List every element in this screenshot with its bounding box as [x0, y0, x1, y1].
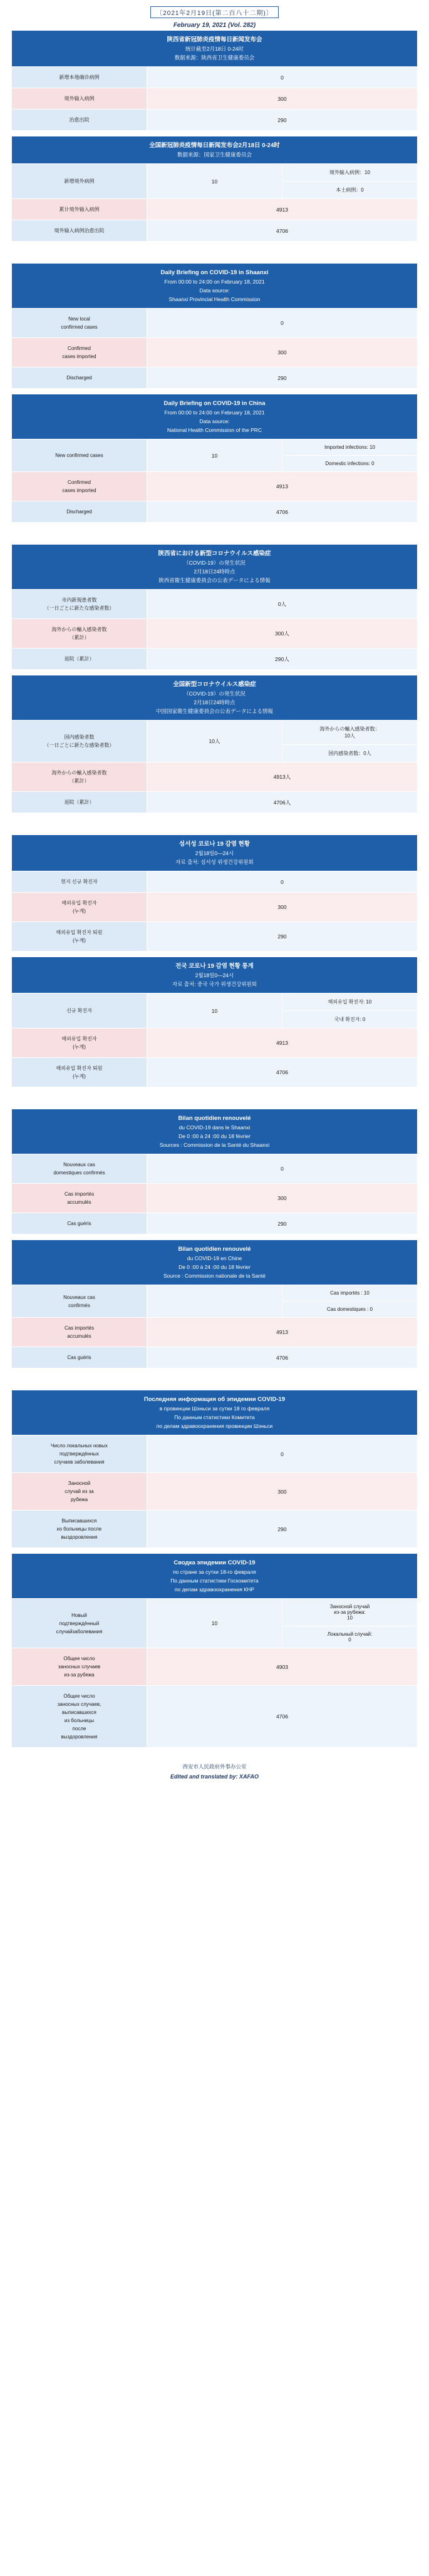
header-line: （COVID-19）の発生状況 — [183, 690, 246, 697]
row-label: 市内新規患者数 （一日ごとに新たな感染者数） — [12, 590, 147, 619]
section-table-en-china — [11, 394, 418, 523]
section-header — [12, 835, 418, 871]
row-label: Nouveaux cas domestiques confirmés — [12, 1154, 147, 1184]
row-sub-value: 국내 확진자: 0 — [282, 1011, 418, 1029]
header-line: 전국 코로나 19 감염 현황 통계 — [175, 963, 254, 970]
row-label: Новый подтверждённый случайзаболевания — [12, 1599, 147, 1648]
row-label: Число локальных новых подтверждённых случаев заболевания — [12, 1435, 147, 1473]
footer-org-cn: 西安市人民政府外事办公室 — [182, 1763, 247, 1770]
section-header — [12, 264, 418, 309]
row-label: 境外输入病例治愈出院 — [12, 220, 147, 242]
header-line: 全国新冠肺炎疫情每日新闻发布会2月18日 0-24时 — [149, 142, 280, 149]
header-line: 陕西省新冠肺炎疫情每日新闻发布会 — [167, 36, 262, 43]
header-line: 섬서성 코로나 19 감염 현황 — [179, 841, 250, 848]
header-line: 数据来源：国家卫生健康委员会 — [177, 151, 252, 158]
row-value: 0人 — [147, 590, 418, 619]
header-line: （COVID-19）の発生状況 — [183, 560, 246, 566]
section-spacer — [0, 952, 429, 957]
header-line: 陝西省衛生健康委員会の公表データによる情報 — [158, 577, 271, 583]
header-line: du COVID-19 en Chine — [187, 1255, 242, 1261]
row-label: 退院（累計） — [12, 792, 147, 813]
section-spacer — [0, 389, 429, 394]
row-label: 境外输入病例 — [12, 88, 147, 110]
header-line: в провинции Шэньси за сутки 18 го февраля — [159, 1405, 270, 1412]
section-header — [12, 1109, 418, 1154]
header-line: National Health Commission of the PRC — [167, 427, 262, 433]
row-label: 해외유입 확진자 퇴원 (누계) — [12, 922, 147, 952]
header-line: Source : Commission nationale de la Santé — [163, 1273, 266, 1279]
row-value: 290 — [147, 1213, 418, 1234]
row-sub-value: Imported infections: 10 — [282, 439, 418, 456]
row-label: Confirmed cases imported — [12, 472, 147, 501]
header-line: 2月18日24時時点 — [194, 568, 235, 575]
row-total-value: 10 — [147, 1599, 282, 1648]
header-line: 中国国家衛生健康委員会の公表データによる情報 — [155, 708, 273, 714]
section-header — [12, 957, 418, 993]
header-line: 全国新型コロナウイルス感染症 — [173, 681, 256, 688]
section-table-ru-china — [11, 1553, 418, 1748]
row-total-value — [147, 1285, 282, 1318]
row-total-value: 10人 — [147, 721, 282, 762]
section-spacer — [0, 1748, 429, 1753]
footer-org-en: Edited and translated by: XAFAO — [170, 1773, 259, 1780]
header-line: Последняя информация об эпидемии COVID-19 — [143, 1396, 286, 1403]
row-value: 290 — [147, 922, 418, 952]
row-value: 0 — [147, 309, 418, 338]
row-sub-value: Cas domestiques : 0 — [282, 1301, 418, 1318]
section-header — [12, 394, 418, 439]
row-value: 0 — [147, 871, 418, 893]
row-value: 4913 — [147, 472, 418, 501]
row-label: 해외유입 확진자 (누계) — [12, 893, 147, 922]
header-line: 2월18일0—24시 — [195, 850, 234, 856]
row-label: Discharged — [12, 501, 147, 523]
header-line: From 00:00 to 24:00 on February 18, 2021 — [164, 279, 265, 285]
row-label: Общее число заносных случаев из-за рубежа — [12, 1648, 147, 1686]
header-line: 2月18日24時時点 — [194, 699, 235, 706]
section-table-en-shaanxi — [11, 263, 418, 389]
row-label: Cas guéris — [12, 1347, 147, 1368]
header-line: Data source: — [199, 287, 230, 294]
row-sub-value: Заносной случай из-за рубежа: 10 — [282, 1599, 418, 1626]
bulletin-footer — [0, 1753, 429, 1788]
row-label: 累计境外输入病例 — [12, 199, 147, 220]
row-label: 新增本地确诊病例 — [12, 67, 147, 88]
header-line: 자료 출처: 섬서성 위생건강위원회 — [175, 859, 254, 865]
section-table-fr-china — [11, 1239, 418, 1368]
row-label: 해외유입 확진자 퇴원 (누계) — [12, 1058, 147, 1087]
header-line: Sources : Commission de la Santé du Shaanxi — [159, 1142, 270, 1148]
row-value: 4706 — [147, 220, 418, 242]
row-value: 290人 — [147, 649, 418, 670]
row-value: 4706 — [147, 1686, 418, 1748]
section-header — [12, 1240, 418, 1285]
section-table-ru-shaanxi — [11, 1390, 418, 1548]
row-label: 海外からの輸入感染者数 （累計） — [12, 762, 147, 792]
section-header — [12, 1390, 418, 1435]
section-spacer — [0, 523, 429, 544]
header-line: 자료 출처: 중국 국가 위생건강위원회 — [172, 981, 257, 987]
row-value: 0 — [147, 1154, 418, 1184]
section-header — [12, 136, 418, 164]
row-label: 新增境外病例 — [12, 164, 147, 199]
row-sub-value: 本土病例：0 — [282, 182, 418, 199]
header-line: По данным статистики Комитета — [174, 1414, 255, 1420]
row-value: 4706人 — [147, 792, 418, 813]
row-sub-value: Domestic infections: 0 — [282, 456, 418, 472]
header-line: Shaanxi Provincial Health Commission — [168, 296, 261, 302]
row-label: Выписавшихся из больницы после выздоровления — [12, 1511, 147, 1548]
bulletin-header — [0, 0, 429, 30]
section-table-kr-shaanxi — [11, 834, 418, 952]
section-header — [12, 545, 418, 590]
row-value: 0 — [147, 1435, 418, 1473]
header-line: Daily Briefing on COVID-19 in China — [163, 400, 266, 407]
row-label: New local confirmed cases — [12, 309, 147, 338]
section-spacer — [0, 670, 429, 675]
row-label: Cas importés accumulés — [12, 1318, 147, 1347]
row-value: 290 — [147, 110, 418, 131]
header-line: 数据来源：陕西省卫生健康委员会 — [174, 54, 255, 61]
row-value: 300人 — [147, 619, 418, 649]
header-line: du COVID-19 dans le Shaanxi — [178, 1124, 251, 1131]
header-line: From 00:00 to 24:00 on February 18, 2021 — [164, 409, 265, 416]
row-label: 治愈出院 — [12, 110, 147, 131]
header-line: De 0 :00 à 24 :00 du 18 février — [178, 1264, 251, 1270]
header-line: Bilan quotidien renouvelé — [178, 1115, 251, 1122]
row-label: 退院（累計） — [12, 649, 147, 670]
header-line: Сводка эпидемии COVID-19 — [173, 1559, 256, 1566]
row-label: 海外からの輸入感染者数 （累計） — [12, 619, 147, 649]
row-label: New confirmed cases — [12, 439, 147, 472]
row-value: 300 — [147, 893, 418, 922]
row-label: 현지 신규 확진자 — [12, 871, 147, 893]
header-line: по делам здравоохранения КНР — [174, 1586, 255, 1593]
row-sub-value: 国内感染者数：0人 — [282, 745, 418, 762]
row-value: 290 — [147, 1511, 418, 1548]
section-spacer — [0, 1234, 429, 1239]
row-label: 国内感染者数 （一日ごとに新たな感染者数） — [12, 721, 147, 762]
issue-date-cn: 〔2021年2月19日(第二百八十二期)〕 — [150, 6, 279, 18]
row-label: Заносной случай из за рубежа — [12, 1473, 147, 1511]
section-table-jp-shaanxi — [11, 544, 418, 670]
row-value: 300 — [147, 338, 418, 367]
row-sub-value: Локальный случай: 0 — [282, 1626, 418, 1648]
section-table-cn-china — [11, 136, 418, 242]
sections-container — [0, 30, 429, 1753]
row-value: 4913 — [147, 1029, 418, 1058]
row-label: Discharged — [12, 367, 147, 389]
row-sub-value: 해외유입 확진자: 10 — [282, 993, 418, 1011]
header-line: Daily Briefing on COVID-19 in Shaanxi — [160, 269, 269, 276]
row-label: 신규 확진자 — [12, 993, 147, 1029]
row-value: 4903 — [147, 1648, 418, 1686]
row-value: 4913人 — [147, 762, 418, 792]
row-value: 0 — [147, 67, 418, 88]
section-spacer — [0, 1368, 429, 1390]
header-line: По данным статистики Госкомитета — [170, 1578, 259, 1584]
row-value: 4706 — [147, 1347, 418, 1368]
header-line: по стране за сутки 18-го февраля — [173, 1569, 256, 1575]
row-label: Общее число заносных случаев, выписавшихся из больницы после выздоровления — [12, 1686, 147, 1748]
header-line: 2월18일0—24시 — [195, 972, 234, 978]
row-value: 300 — [147, 88, 418, 110]
row-value: 4913 — [147, 199, 418, 220]
section-header — [12, 675, 418, 721]
row-total-value: 10 — [147, 439, 282, 472]
row-label: Cas guéris — [12, 1213, 147, 1234]
header-line: De 0 :00 à 24 :00 du 18 février — [178, 1133, 251, 1139]
row-label: 해외유입 확진자 (누계) — [12, 1029, 147, 1058]
row-value: 4706 — [147, 1058, 418, 1087]
row-value: 300 — [147, 1473, 418, 1511]
row-label: Cas importés accumulés — [12, 1184, 147, 1213]
section-table-jp-china — [11, 675, 418, 813]
row-sub-value: 境外输入病例：10 — [282, 164, 418, 182]
header-line: Data source: — [199, 418, 230, 424]
header-line: по делам здравоохранения провинции Шэньси — [156, 1423, 273, 1429]
section-table-fr-shaanxi — [11, 1109, 418, 1234]
header-line: Bilan quotidien renouvelé — [178, 1246, 251, 1253]
row-value: 4706 — [147, 501, 418, 523]
row-value: 300 — [147, 1184, 418, 1213]
header-line: 陝西省における新型コロナウイルス感染症 — [158, 550, 271, 557]
section-spacer — [0, 1087, 429, 1109]
section-header — [12, 31, 418, 67]
section-table-cn-shaanxi — [11, 30, 418, 131]
section-spacer — [0, 131, 429, 136]
row-total-value: 10 — [147, 993, 282, 1029]
section-header — [12, 1554, 418, 1599]
row-label: Nouveaux cas confirmés — [12, 1285, 147, 1318]
row-value: 290 — [147, 367, 418, 389]
row-sub-value: 海外からの輸入感染者数： 10人 — [282, 721, 418, 745]
section-table-kr-china — [11, 957, 418, 1087]
issue-date-en: February 19, 2021 (Vol. 282) — [173, 22, 256, 29]
row-value: 4913 — [147, 1318, 418, 1347]
row-total-value: 10 — [147, 164, 282, 199]
row-label: Confirmed cases imported — [12, 338, 147, 367]
section-spacer — [0, 242, 429, 263]
section-spacer — [0, 1548, 429, 1553]
row-sub-value: Cas importés : 10 — [282, 1285, 418, 1301]
section-spacer — [0, 813, 429, 834]
header-line: 统计截至2月18日 0-24时 — [185, 46, 244, 52]
